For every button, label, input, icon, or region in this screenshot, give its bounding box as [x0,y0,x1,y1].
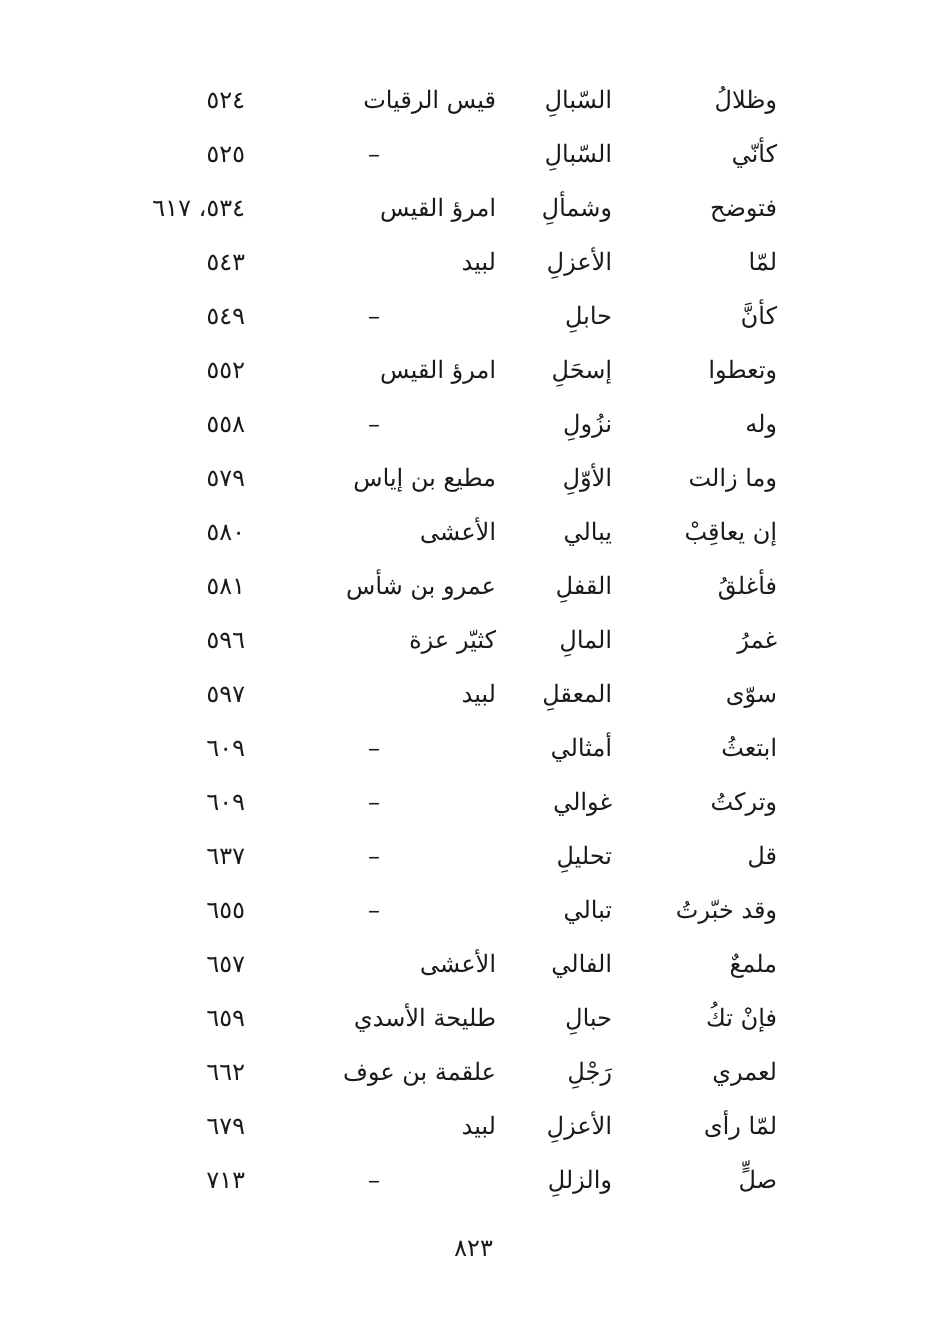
verse-opening: إن يعاقِبْ [684,518,777,546]
page-reference: ٥٨١ [206,572,245,600]
verse-opening: صلٍّ [738,1166,777,1194]
rhyme-word: إسحَلِ [551,356,612,384]
rhyme-word: أمثالي [550,734,612,762]
page-reference: ٧١٣ [206,1166,245,1194]
rhyme-word: الفالي [551,950,612,978]
poet-name: الأعشى [419,518,496,546]
verse-opening: كأنّي [731,140,777,168]
table-row [0,342,947,396]
table-row [0,882,947,936]
page-reference: ٦٥٥ [206,896,245,924]
verse-index-table [0,72,947,1206]
verse-opening: ملمعٌ [729,950,777,978]
poet-name: لبيد [461,248,496,276]
rhyme-word: حبالِ [565,1004,612,1032]
poet-name: الأعشى [419,950,496,978]
page-reference: ٥٥٨ [206,410,245,438]
table-row [0,288,947,342]
rhyme-word: تحليلِ [556,842,612,870]
poet-name: – [368,788,380,816]
verse-opening: قل [747,842,777,870]
rhyme-word: المالِ [559,626,612,654]
rhyme-word: غوالي [553,788,612,816]
rhyme-word: رَجْلِ [567,1058,612,1086]
page-reference: ٦٣٧ [206,842,245,870]
page-reference: ٦٦٢ [206,1058,245,1086]
page-reference: ٥٢٥ [206,140,245,168]
table-row [0,180,947,234]
table-row [0,1044,947,1098]
verse-opening: فتوضح [710,194,777,222]
table-row [0,396,947,450]
poet-name: – [368,896,380,924]
verse-opening: وقد خبّرتُ [675,896,777,924]
rhyme-word: القفلِ [555,572,612,600]
page-reference: ٦٥٧ [206,950,245,978]
verse-opening: فإنْ تكُ [706,1004,777,1032]
table-row [0,126,947,180]
page-reference: ٥٧٩ [206,464,245,492]
rhyme-word: حابلِ [564,302,612,330]
page-reference: ٥٣٤، ٦١٧ [152,194,245,222]
poet-name: – [368,140,380,168]
poet-name: لبيد [461,680,496,708]
verse-opening: وله [745,410,777,438]
rhyme-word: الأعزلِ [546,1112,612,1140]
rhyme-word: وشمألِ [541,194,612,222]
page-reference: ٥٤٩ [206,302,245,330]
table-row [0,828,947,882]
verse-opening: لعمري [712,1058,777,1086]
verse-opening: ابتعثُ [721,734,777,762]
table-row [0,774,947,828]
poet-name: لبيد [461,1112,496,1140]
poet-name: كثيّر عزة [409,626,496,654]
page-reference: ٦٥٩ [206,1004,245,1032]
poet-name: – [368,842,380,870]
rhyme-word: والزللِ [547,1166,612,1194]
poet-name: طليحة الأسدي [353,1004,496,1032]
page-reference: ٥٩٦ [206,626,245,654]
page-reference: ٥٥٢ [206,356,245,384]
poet-name: امرؤ القيس [380,194,496,222]
table-row [0,234,947,288]
table-row [0,936,947,990]
page-reference: ٦٠٩ [206,734,245,762]
poet-name: قيس الرقيات [363,86,496,114]
table-row [0,666,947,720]
verse-opening: سوّى [725,680,777,708]
poet-name: – [368,302,380,330]
poet-name: مطيع بن إياس [353,464,496,492]
poet-name: علقمة بن عوف [343,1058,496,1086]
page-reference: ٦٠٩ [206,788,245,816]
verse-opening: كأنَّ [740,302,777,330]
rhyme-word: تبالي [563,896,612,924]
rhyme-word: السّبالِ [544,86,612,114]
verse-opening: فأغلقُ [717,572,777,600]
rhyme-word: الأعزلِ [546,248,612,276]
page-reference: ٥٨٠ [206,518,245,546]
rhyme-word: السّبالِ [544,140,612,168]
verse-opening: وتعطوا [708,356,777,384]
page-reference: ٥٤٣ [206,248,245,276]
table-row [0,558,947,612]
verse-opening: لمّا رأى [703,1112,777,1140]
rhyme-word: الأوّلِ [562,464,612,492]
poet-name: امرؤ القيس [380,356,496,384]
table-row [0,1152,947,1206]
page-reference: ٥٢٤ [206,86,245,114]
table-row [0,504,947,558]
page-number: ٨٢٣ [454,1234,493,1262]
verse-opening: وتركتُ [710,788,777,816]
page-reference: ٥٩٧ [206,680,245,708]
poet-name: عمرو بن شأس [346,572,496,600]
table-row [0,1098,947,1152]
rhyme-word: المعقلِ [542,680,612,708]
table-row [0,990,947,1044]
table-row [0,612,947,666]
rhyme-word: نزُولِ [563,410,612,438]
verse-opening: وظلالُ [714,86,777,114]
verse-opening: غمرُ [737,626,777,654]
page-reference: ٦٧٩ [206,1112,245,1140]
table-row [0,720,947,774]
poet-name: – [368,1166,380,1194]
poet-name: – [368,410,380,438]
table-row [0,450,947,504]
poet-name: – [368,734,380,762]
verse-opening: وما زالت [688,464,777,492]
rhyme-word: يبالي [563,518,612,546]
verse-opening: لمّا [748,248,777,276]
table-row [0,72,947,126]
